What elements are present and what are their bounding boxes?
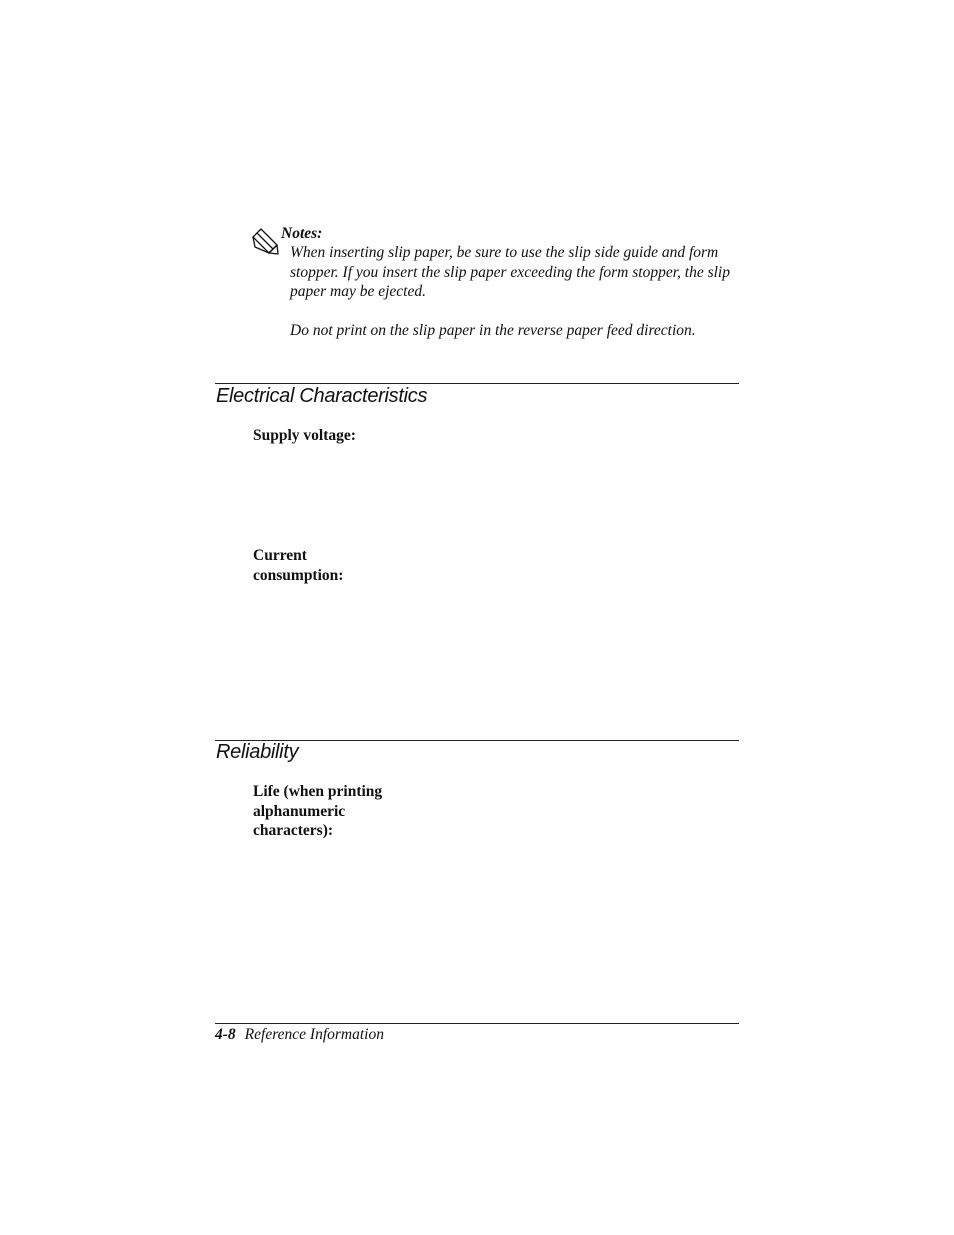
section-heading-reliability: Reliability bbox=[216, 741, 299, 763]
page-footer bbox=[215, 1025, 384, 1045]
notes-paragraph-1: When inserting slip paper, be sure to use the slip side guide and form stopper. If you insert the slip paper exceeding the form stopper, the slip paper may be ejected. bbox=[290, 244, 730, 301]
page-number: 4-8 bbox=[215, 1026, 236, 1043]
notes-title: Notes: bbox=[281, 225, 323, 242]
current-consumption-label-line1: Current bbox=[253, 547, 307, 564]
pencil-note-icon bbox=[251, 227, 279, 255]
life-label-line2: alphanumeric bbox=[253, 802, 346, 820]
current-consumption-label bbox=[253, 546, 343, 585]
life-label-line1: Life (when printing bbox=[253, 783, 383, 800]
current-consumption-label-line2: consumption: bbox=[253, 566, 344, 584]
life-label bbox=[253, 782, 382, 841]
supply-voltage-label: Supply voltage: bbox=[253, 427, 356, 444]
notes-paragraph-2: Do not print on the slip paper in the reverse paper feed direction. bbox=[290, 322, 696, 339]
footer-divider bbox=[215, 1023, 739, 1024]
section-heading-electrical: Electrical Characteristics bbox=[216, 385, 428, 407]
footer-section-title: Reference Information bbox=[244, 1026, 384, 1043]
life-label-line3: characters): bbox=[253, 822, 334, 840]
